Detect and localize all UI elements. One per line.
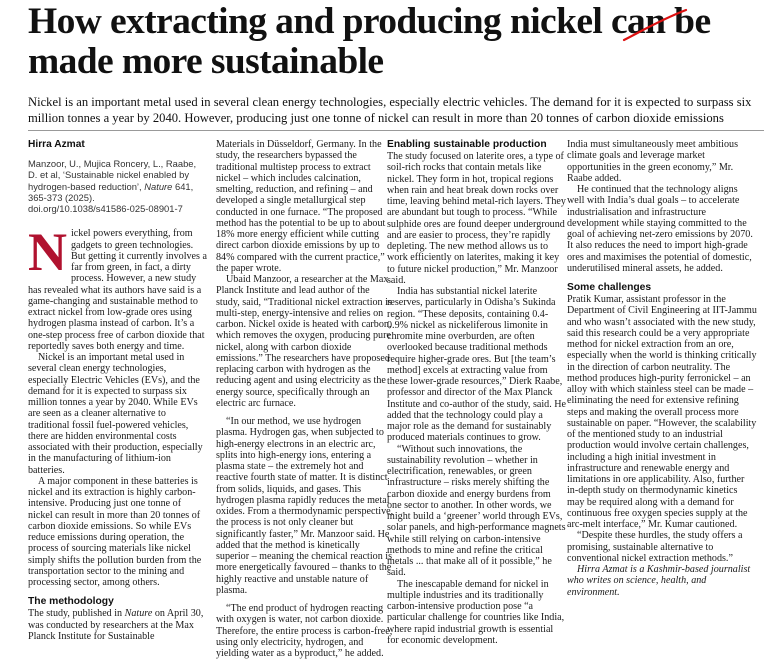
body-paragraph: “Despite these hurdles, the study offers a promising, sustainable alternative to conventional nickel extraction methods.” (567, 530, 743, 564)
section-heading-challenges: Some challenges (567, 282, 652, 293)
body-paragraph: India has substantial nickel laterite reserves, particularly in Odisha’s Sukinda region. “These deposits, containing 0.4-0.9% nickel as nickeliferous limonite in chromite mine overburden, are often overlooked because traditional methods require higher-grade ores. But [the team’s method] excels at extracting value from these lower-grade resources,” Dierk Raabe, professor and director of the Max Planck Institute and co-author of the study, said. He added that the technology could play a major role as the demand for sustainably produced materials continues to grow. (387, 286, 567, 444)
lede-paragraph (28, 222, 208, 352)
drop-cap: N (28, 222, 67, 283)
section-heading-enabling: Enabling sustainable production (387, 139, 547, 150)
reference-authors: Manzoor, U., Mujica Roncery, L., Raabe, D. et al, ‘Sustainable nickel enabled by hydrogen-based reduction’, (28, 158, 197, 192)
journal-name: Nature (124, 608, 153, 620)
body-paragraph: “Without such innovations, the sustainability revolution – whether in electrification, renewables, or green infrastructure – risks merely shifting the carbon dioxide and energy burdens from one sector to another. In other words, we might build a ‘greener’ world through EVs, solar panels, and high-performance magnets while still relying on carbon-intensive methods to mine and refine the critical metals ... that make all of it possible,” he said. (387, 443, 566, 579)
paper-reference (28, 158, 208, 214)
body-text: on April 30, was conducted by researchers at the Max Planck Institute for Sustainable (28, 608, 204, 642)
reference-doi[interactable]: doi.org/10.1038/s41586-025-08901-7 (28, 203, 183, 215)
section-heading-methodology: The methodology (28, 596, 114, 608)
reference-journal: Nature (144, 180, 173, 192)
reference-details: 641, 365-373 (2025). (28, 180, 194, 203)
standfirst: Nickel is an important metal used in several clean energy technologies, especially electric vehicles. The demand for it is expected to surpass six million tonnes a year by 2040. However, producing just one tonne of nickel can result in more than 20 tonnes of carbon dioxide emissions (28, 95, 752, 125)
body-paragraph: A major component in these batteries is nickel and its extraction is highly carbon-intensive. Producing just one tonne of nickel can result in more than 20 tonnes of carbon dioxide emissions. So while EVs reduce emissions during operation, the process of sourcing materials like nickel simply shifts the pollution burden from the transportation sector to the mining and processing sector, among others. (28, 475, 202, 589)
author-note: Hirra Azmat is a Kashmir-based journalist who writes on science, health, and environment. (567, 564, 751, 598)
body-paragraph (28, 608, 208, 642)
body-text: The study, published in (28, 608, 125, 620)
column-3 (387, 139, 567, 646)
divider (28, 130, 764, 131)
body-paragraph: The inescapable demand for nickel in multiple industries and its traditionally carbon-intensive production pose “a particular challenge for countries like India, where rapid industrial growth is essential for economic development. (387, 578, 565, 646)
body-paragraph: Materials in Düsseldorf, Germany. In the study, the researchers bypassed the traditional multistep process to extract nickel – which includes calcination, smelting, reduction, and refining – and developed a single metallurgical step conducted in one furnace. “The proposed method has the potential to be up to about 18% more energy efficient while cutting direct carbon dioxide emissions by up to 84% compared with the current practice,” the paper wrote. (216, 139, 386, 274)
column-4 (567, 139, 757, 598)
body-paragraph: Nickel is an important metal used in several clean energy technologies, especially Electric Vehicles (EVs), and the demand for it is expected to surpass six million tonnes a year by 2040. While EVs are seen as a cleaner alternative to traditional fossil fuel-powered vehicles, there are hidden environmental costs associated with their production, especially in the manufacturing of lithium-ion batteries. (28, 352, 203, 476)
lede-text: ickel powers everything, from gadgets to green technologies. But getting it currently involves a far from green, in fact, a dirty process. However, a new study has revealed what its authors have said is a game-changing and sustainable method to extract nickel from low-grade ores using hydrogen plasma instead of carbon. It’s a one-step process free of carbon dioxide that reportedly saves both energy and time. (28, 228, 207, 352)
column-2 (216, 139, 394, 659)
body-paragraph: He continued that the technology aligns well with India’s dual goals – to accelerate industrialisation and infrastructure development while staying committed to the goal of achieving net-zero emissions by 2070. It also reduces the need to import high-grade ores and maximises the potential of domestic, underutilised mineral assets, he added. (567, 184, 753, 274)
byline: Hirra Azmat (28, 139, 85, 150)
body-paragraph: Pratik Kumar, assistant professor in the Department of Civil Engineering at IIT-Jammu and who wasn’t associated with the new study, said this research could be a very appropriate method for nickel extraction from an ore, especially when the world is thinking critically in the direction of carbon neutrality. The method produces high-purity ferronickel – an alloy with which stainless steel can be made – eliminating the need for extensive refining steps and making the overall process more sustainable on paper. “However, the scalability of the mentioned study to an industrial production would involve certain challenges, including a high initial investment in infrastructure and renewable energy and limitations in ore applicability. Also, further in-depth study on thermodynamic kinetics may be required along with a demand for continuous free oxygen species supply at the arc-melt interface,” Mr. Kumar cautioned. (567, 294, 757, 530)
body-paragraph: Ubaid Manzoor, a researcher at the Max Planck Institute and lead author of the study, said, “Traditional nickel extraction is multi-step, energy-intensive and relies on carbon. Nickel oxide is heated with carbon, which removes the oxygen, producing pure nickel, along with carbon dioxide emissions.” The researchers have proposed replacing carbon with hydrogen as the reducing agent and using electricity as the energy source, specifically through an electric arc furnace. (216, 274, 392, 409)
headline: How extracting and producing nickel can be made more sustainable (28, 1, 711, 82)
body-paragraph: India must simultaneously meet ambitious climate goals and leverage market opportunities in the green economy,” Mr. Raabe added. (567, 139, 739, 184)
body-paragraph: “The end product of hydrogen reacting with oxygen is water, not carbon dioxide. Therefore, the entire process is carbon-free, using only electricity, hydrogen, and yielding water as a byproduct,” he added. (216, 603, 393, 659)
body-paragraph: “In our method, we use hydrogen plasma. Hydrogen gas, when subjected to high-energy electrons in an electric arc, splits into high-energy ions, entering a plasma state – the extremely hot and reactive fourth state of matter. It is distinct from solids, liquids, and gases. This hydrogen plasma rapidly reduces the metal oxides. From a thermodynamic perspective, the process is not only cleaner but significantly faster,” Mr. Manzoor said. He added that the method is kinetically superior – meaning the chemical reaction is more energetically favoured – thanks to the highly reactive and unstable nature of plasma. (216, 416, 394, 596)
body-paragraph: The study focused on laterite ores, a type of soil-rich rocks that contain metals like nickel. They form in hot, tropical regions when rain and heat break down rocks over time, leaving behind metal-rich layers. They are abundant but tough to process. “While sulphide ores are found deeper underground and are easier to process, they’re rapidly depleting. The new method allows us to work efficiently on laterites, making it key to future nickel production,” Mr. Manzoor said. (387, 151, 566, 286)
column-1 (28, 139, 208, 642)
